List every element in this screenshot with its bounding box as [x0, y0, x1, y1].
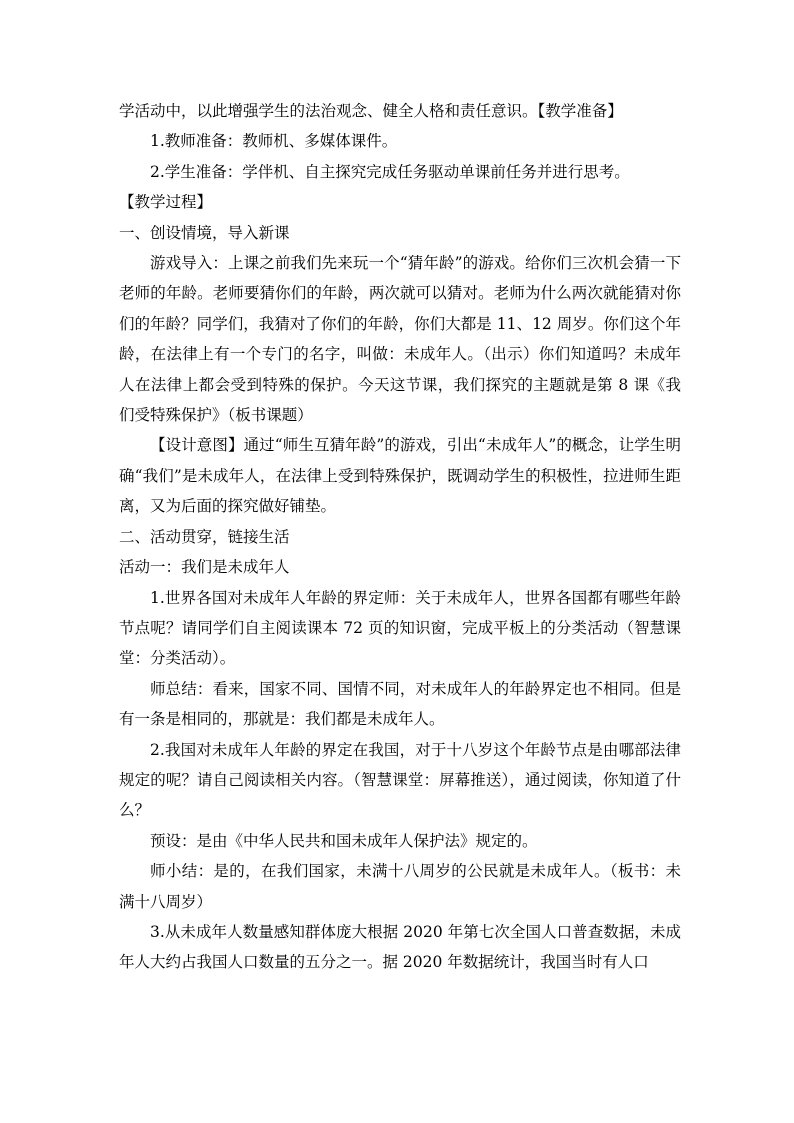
paragraph-teacher-brief-summary: 师小结：是的，在我们国家，未满十八周岁的公民就是未成年人。（板书：未满十八周岁）: [119, 862, 681, 911]
paragraph-intro-continuation: 学活动中，以此增强学生的法治观念、健全人格和责任意识。【教学准备】: [119, 102, 623, 120]
document-page: [119, 96, 681, 978]
paragraph-teacher-summary: 师总结：看来，国家不同、国情不同，对未成年人的年龄界定也不相同。但是有一条是相同的，那就是：我们都是未成年人。: [119, 679, 681, 729]
paragraph-teacher-prep: 1.教师准备：教师机、多媒体课件。: [150, 132, 398, 151]
heading-section-one: 一、创设情境，导入新课: [119, 223, 290, 242]
heading-activity-one: 活动一：我们是未成年人: [119, 558, 290, 577]
paragraph-population-data: 3.从未成年人数量感知群体庞大根据 2020 年第七次全国人口普查数据，未成年人大约占我国人口数量的五分之一。据 2020 年数据统计，我国当时有人口: [119, 922, 681, 972]
paragraph-world-age-definition: 1.世界各国对未成年人年龄的界定师：关于未成年人，世界各国都有哪些年龄节点呢？请同学们自主阅读课本 72 页的知识窗，完成平板上的分类活动（智慧课堂：分类活动）。: [119, 588, 681, 668]
heading-section-two: 二、活动贯穿，链接生活: [119, 527, 290, 546]
heading-teaching-process: 【教学过程】: [119, 193, 213, 212]
paragraph-design-intent: 【设计意图】通过“师生互猜年龄”的游戏，引出“未成年人”的概念，让学生明确“我们”是未成年人，在法律上受到特殊保护，既调动学生的积极性，拉进师生距离，又为后面的探究做好铺垫。: [119, 436, 681, 516]
paragraph-student-prep: 2.学生准备：学伴机、自主探究完成任务驱动单课前任务并进行思考。: [150, 162, 630, 181]
paragraph-game-intro: 游戏导入：上课之前我们先来玩一个“猜年龄”的游戏。给你们三次机会猜一下老师的年龄。老师要猜你们的年龄，两次就可以猜对。老师为什么两次就能猜对你们的年龄？同学们，我猜对了你们的年龄，你们大都是 11、12 周岁。你们这个年龄，在法律上有一个专门的名字，叫做：未成年人。（出示）你们知道吗？未成年人在法律上都会受到特殊的保护。今天这节课，我们探究的主题就是第 8 课《我们受特殊保护》（板书课题）: [119, 254, 681, 425]
paragraph-china-age-definition: 2.我国对未成年人年龄的界定在我国，对于十八岁这个年龄节点是由哪部法律规定的呢？请自己阅读相关内容。（智慧课堂：屏幕推送），通过阅读，你知道了什么？: [119, 740, 681, 820]
paragraph-preset-answer: 预设：是由《中华人民共和国未成年人保护法》规定的。: [150, 831, 538, 850]
